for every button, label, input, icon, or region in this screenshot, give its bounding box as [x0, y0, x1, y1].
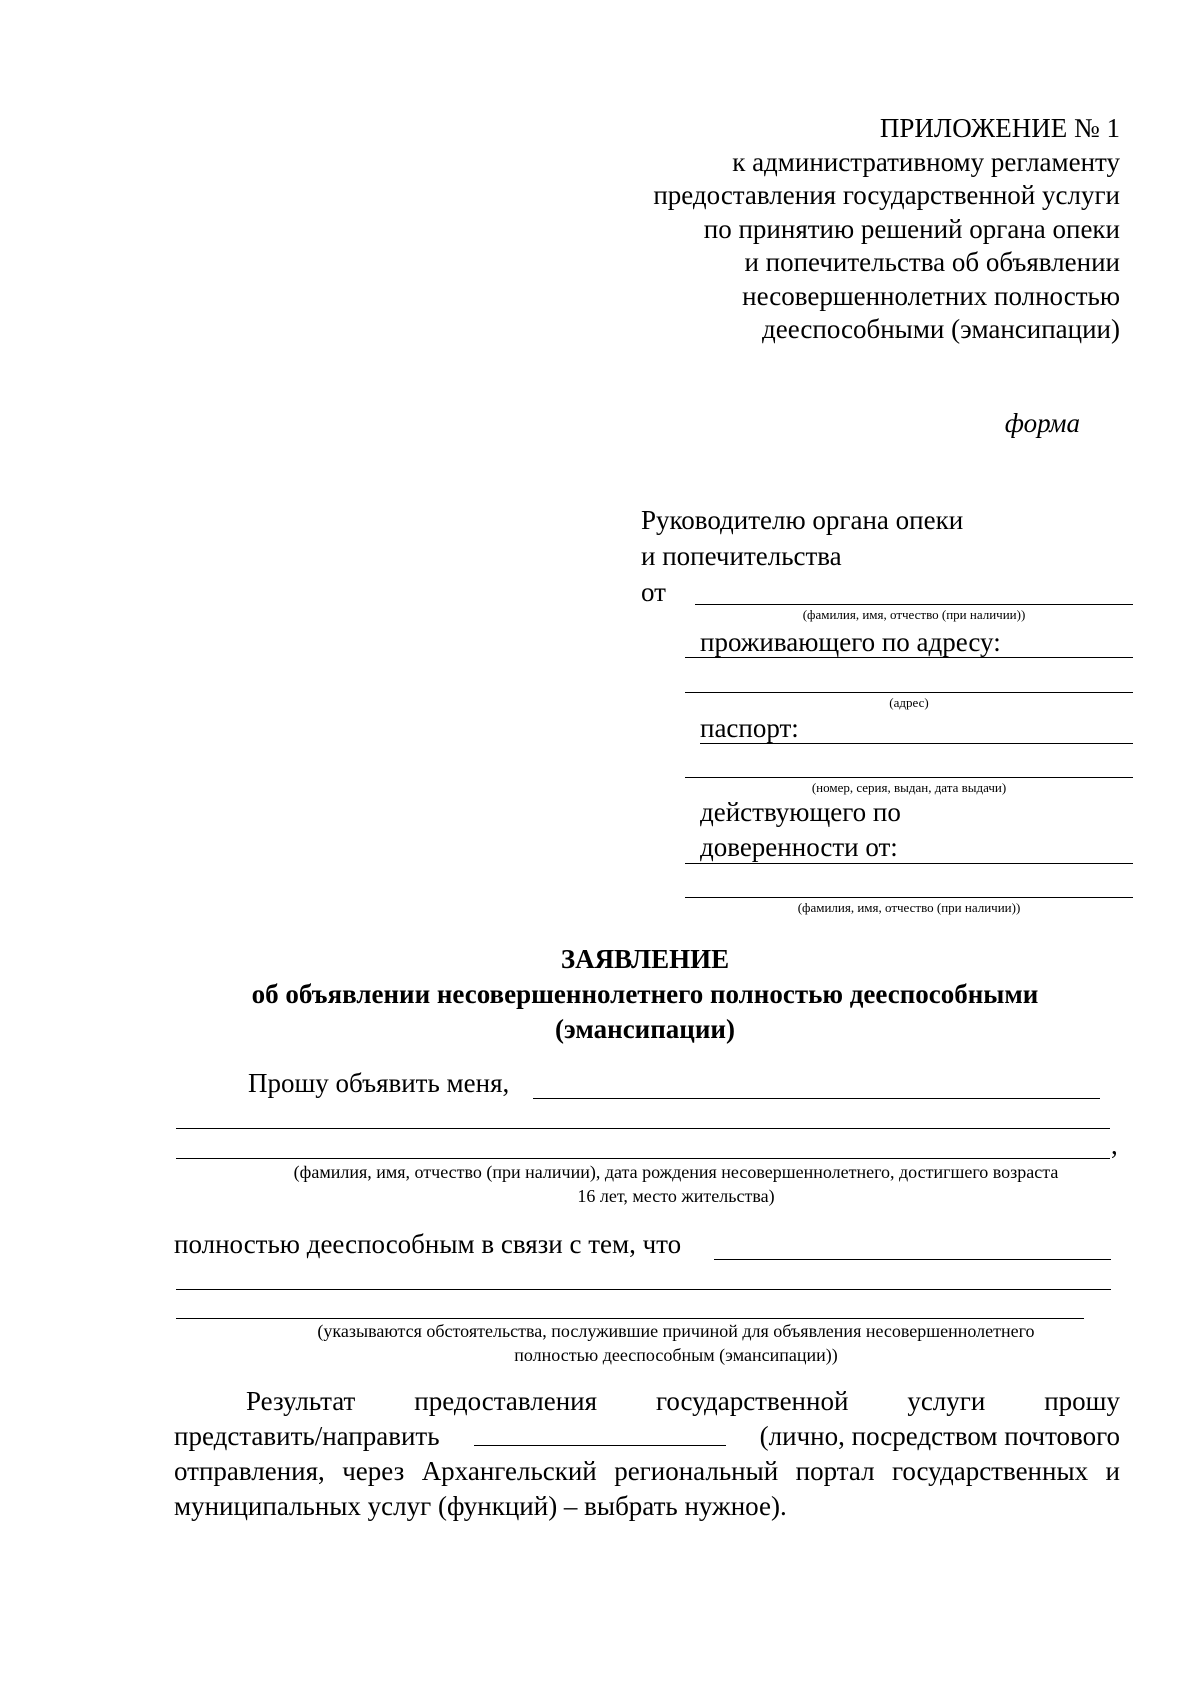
appendix-line: к административному регламенту	[732, 146, 1120, 177]
residing-label: проживающего по адресу:	[700, 627, 1001, 657]
comma: ,	[1111, 1130, 1118, 1160]
proxy-label-2: доверенности от:	[700, 832, 898, 862]
request-hint	[176, 1160, 1176, 1208]
passport-field-1[interactable]	[700, 743, 1133, 744]
appendix-number: ПРИЛОЖЕНИЕ № 1	[879, 113, 1120, 143]
minor-name-field-3[interactable]	[176, 1158, 1110, 1159]
proxy-field-2[interactable]	[685, 897, 1133, 898]
appendix-line: по принятию решений органа опеки	[703, 213, 1120, 244]
result-paragraph	[174, 1384, 1120, 1524]
document-subtitle: (эмансипации)	[555, 1014, 735, 1044]
passport-hint: (номер, серия, выдан, дата выдачи)	[811, 780, 1007, 795]
document-title: ЗАЯВЛЕНИЕ	[560, 944, 730, 974]
appendix-line: несовершеннолетних полностью	[742, 280, 1120, 311]
result-line-3: отправления, через Архангельский региональный портал государственных и	[174, 1456, 1120, 1486]
fio-hint: (фамилия, имя, отчество (при наличии))	[802, 607, 1026, 622]
deliver-label: представить/направить	[174, 1421, 440, 1451]
passport-label: паспорт:	[700, 713, 799, 743]
reason-hint-line: (указываются обстоятельства, послужившие причиной для объявления несовершеннолетнего	[317, 1321, 1035, 1341]
form-mark: форма	[1004, 408, 1080, 438]
from-label: от	[641, 577, 666, 607]
result-line-2	[174, 1419, 1120, 1454]
request-hint-line: 16 лет, место жительства)	[577, 1186, 775, 1206]
delivery-options: (лично, посредством почтового	[759, 1421, 1120, 1451]
request-hint-line: (фамилия, имя, отчество (при наличии), дата рождения несовершеннолетнего, достигшего возраста	[293, 1162, 1059, 1182]
appendix-header	[560, 112, 1120, 347]
minor-name-field-1[interactable]	[533, 1098, 1100, 1099]
proxy-hint: (фамилия, имя, отчество (при наличии))	[797, 900, 1021, 915]
reason-hint	[176, 1319, 1176, 1367]
appendix-line: и попечительства об объявлении	[744, 247, 1120, 277]
reason-text: полностью дееспособным в связи с тем, что	[174, 1229, 682, 1259]
delivery-method-field[interactable]	[474, 1419, 726, 1446]
reason-field-1[interactable]	[714, 1259, 1111, 1260]
passport-field-2[interactable]	[685, 777, 1133, 778]
addressee-line-1: Руководителю органа опеки	[641, 505, 964, 535]
addressee-line-2: и попечительства	[641, 541, 842, 571]
reason-field-2[interactable]	[176, 1289, 1111, 1290]
minor-name-field-2[interactable]	[176, 1128, 1110, 1129]
proxy-label-1: действующего по	[700, 797, 901, 827]
request-text: Прошу объявить меня,	[248, 1068, 510, 1098]
address-field-2[interactable]	[685, 692, 1133, 693]
applicant-name-field[interactable]	[695, 604, 1133, 605]
appendix-line: предоставления государственной услуги	[653, 180, 1120, 210]
address-field-1[interactable]	[685, 657, 1133, 658]
result-line-4: муниципальных услуг (функций) – выбрать нужное).	[174, 1491, 787, 1521]
document-subtitle: об объявлении несовершеннолетнего полностью дееспособными	[251, 979, 1039, 1009]
reason-hint-line: полностью дееспособным (эмансипации))	[514, 1345, 838, 1365]
appendix-line: дееспособными (эмансипации)	[762, 314, 1120, 344]
proxy-field-1[interactable]	[685, 863, 1133, 864]
result-line-1: Результат предоставления государственной услуги прошу	[246, 1386, 1120, 1416]
address-hint: (адрес)	[889, 695, 929, 710]
